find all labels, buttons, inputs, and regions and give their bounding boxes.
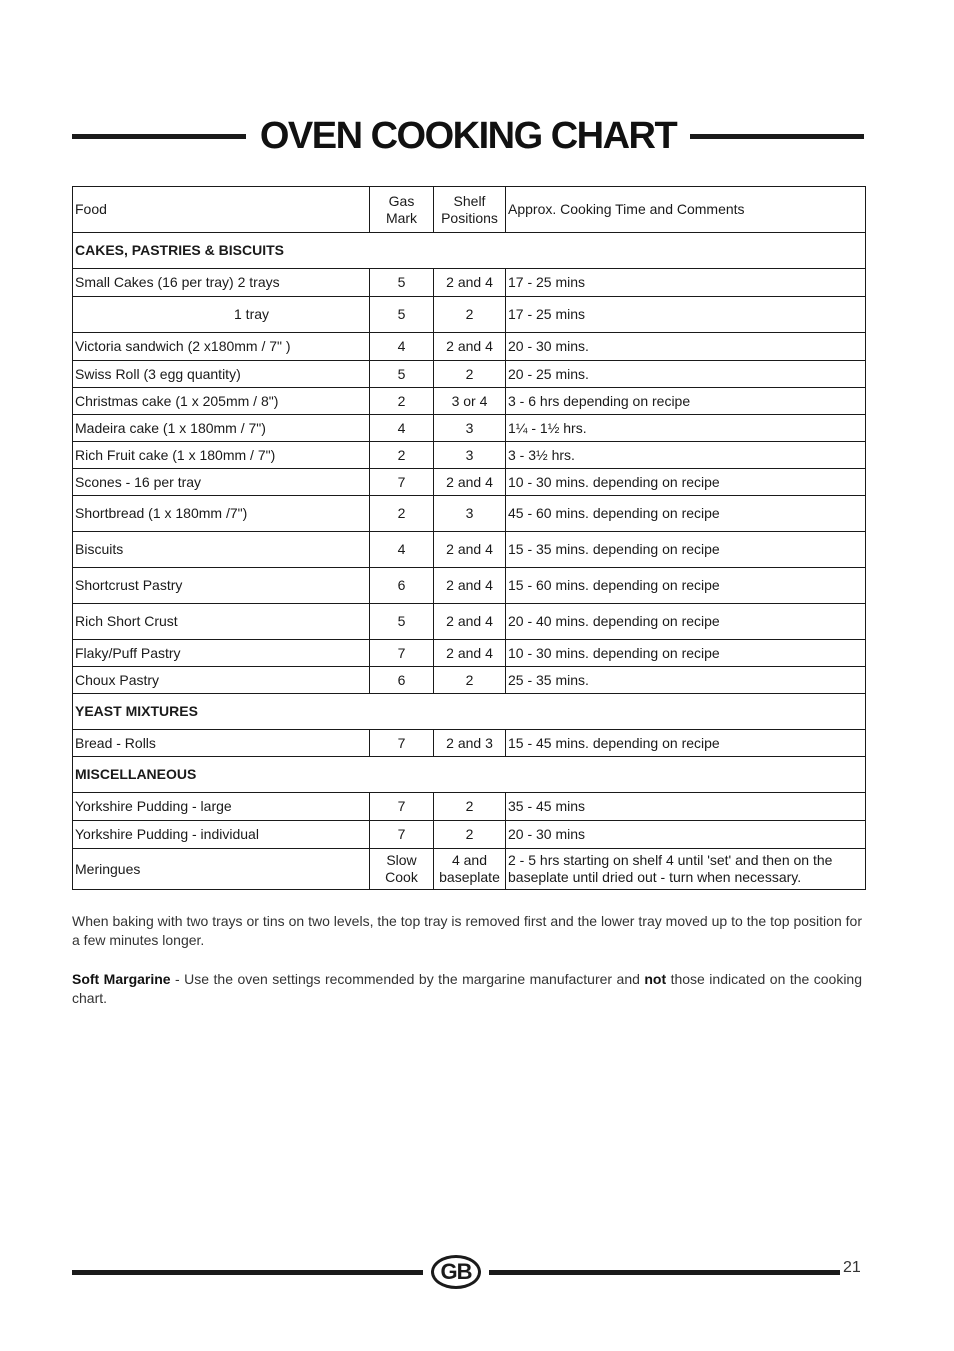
cooking-time-cell: 3 - 3½ hrs. [506,442,866,469]
note-soft-margarine-bold: Soft Margarine [72,971,171,987]
cooking-time-cell: 1¼ - 1½ hrs. [506,415,866,442]
shelf-cell: 2 [434,361,506,388]
table-row [73,793,866,821]
shelf-cell: 2 and 4 [434,269,506,297]
cooking-time-cell: 10 - 30 mins. depending on recipe [506,640,866,667]
note-soft-margarine-not: not [644,971,667,987]
cooking-time-cell: 20 - 40 mins. depending on recipe [506,604,866,640]
gas-mark-cell: 4 [370,333,434,361]
gas-mark-cell: 6 [370,568,434,604]
cooking-time-cell: 17 - 25 mins [506,269,866,297]
shelf-cell: 3 or 4 [434,388,506,415]
table-row [73,821,866,849]
table-row [73,388,866,415]
page-title: OVEN COOKING CHART [259,114,677,157]
section-heading: YEAST MIXTURES [73,694,866,730]
shelf-cell: 2 and 3 [434,730,506,757]
food-cell: Rich Short Crust [73,604,370,640]
table-header-row [73,187,866,233]
shelf-cell: 2 and 4 [434,568,506,604]
gas-mark-cell: 2 [370,388,434,415]
footer-rule-right [489,1270,840,1275]
food-cell: Yorkshire Pudding - individual [73,821,370,849]
cooking-time-cell: 15 - 60 mins. depending on recipe [506,568,866,604]
shelf-cell: 2 and 4 [434,604,506,640]
table-row [73,415,866,442]
cooking-chart-table [72,186,866,890]
shelf-cell: 2 and 4 [434,469,506,496]
gas-mark-cell: 7 [370,640,434,667]
cooking-time-cell: 35 - 45 mins [506,793,866,821]
cooking-time-cell: 15 - 35 mins. depending on recipe [506,532,866,568]
cooking-time-cell: 17 - 25 mins [506,297,866,333]
gas-mark-cell: 7 [370,469,434,496]
food-cell: Flaky/Puff Pastry [73,640,370,667]
table-row [73,730,866,757]
shelf-cell: 2 and 4 [434,640,506,667]
food-cell: Shortbread (1 x 180mm /7") [73,496,370,532]
footer [72,1252,840,1292]
gas-mark-cell: 4 [370,532,434,568]
note-soft-margarine-text1: - Use the oven settings recommended by the margarine manufacturer and [170,971,645,987]
table-row [73,361,866,388]
food-cell: Victoria sandwich (2 x180mm / 7" ) [73,333,370,361]
gas-mark-cell: 4 [370,415,434,442]
cooking-time-cell: 3 - 6 hrs depending on recipe [506,388,866,415]
footer-rule-left [72,1270,423,1275]
table-row [73,496,866,532]
gb-badge: GB [431,1255,481,1289]
table-row [73,297,866,333]
food-cell: Choux Pastry [73,667,370,694]
table-row [73,269,866,297]
cooking-time-cell: 25 - 35 mins. [506,667,866,694]
section-row [73,757,866,793]
food-cell: Madeira cake (1 x 180mm / 7") [73,415,370,442]
cooking-time-cell: 15 - 45 mins. depending on recipe [506,730,866,757]
food-cell: Swiss Roll (3 egg quantity) [73,361,370,388]
section-row [73,694,866,730]
header-gas-mark: Gas Mark [370,187,434,233]
shelf-cell: 2 and 4 [434,532,506,568]
section-row [73,233,866,269]
food-cell: Scones - 16 per tray [73,469,370,496]
shelf-cell: 4 and baseplate [434,849,506,890]
gas-mark-cell: Slow Cook [370,849,434,890]
title-rule-left [72,134,246,139]
header-food: Food [73,187,370,233]
food-cell: Meringues [73,849,370,890]
table-row [73,604,866,640]
table-row [73,568,866,604]
food-cell: 1 tray [73,297,370,333]
food-cell: Rich Fruit cake (1 x 180mm / 7") [73,442,370,469]
shelf-cell: 3 [434,496,506,532]
gas-mark-cell: 2 [370,442,434,469]
section-heading: MISCELLANEOUS [73,757,866,793]
food-cell: Biscuits [73,532,370,568]
table-row [73,849,866,890]
cooking-time-cell: 2 - 5 hrs starting on shelf 4 until 'set' and then on the baseplate until dried out - turn when necessary. [506,849,866,890]
food-cell: Small Cakes (16 per tray) 2 trays [73,269,370,297]
shelf-cell: 2 and 4 [434,333,506,361]
table-row [73,640,866,667]
cooking-chart-body [73,187,866,890]
cooking-time-cell: 20 - 25 mins. [506,361,866,388]
note-soft-margarine [72,970,862,1008]
cooking-time-cell: 10 - 30 mins. depending on recipe [506,469,866,496]
table-row [73,442,866,469]
shelf-cell: 2 [434,297,506,333]
cooking-time-cell: 20 - 30 mins. [506,333,866,361]
gas-mark-cell: 5 [370,604,434,640]
shelf-cell: 3 [434,415,506,442]
cooking-time-cell: 20 - 30 mins [506,821,866,849]
shelf-cell: 2 [434,793,506,821]
table-row [73,469,866,496]
title-rule-right [690,134,864,139]
title-row [72,112,864,160]
section-heading: CAKES, PASTRIES & BISCUITS [73,233,866,269]
gas-mark-cell: 7 [370,821,434,849]
header-shelf-positions: Shelf Positions [434,187,506,233]
food-cell: Christmas cake (1 x 205mm / 8") [73,388,370,415]
cooking-time-cell: 45 - 60 mins. depending on recipe [506,496,866,532]
gas-mark-cell: 6 [370,667,434,694]
gas-mark-cell: 7 [370,730,434,757]
shelf-cell: 3 [434,442,506,469]
table-row [73,532,866,568]
gas-mark-cell: 5 [370,269,434,297]
food-cell: Bread - Rolls [73,730,370,757]
page-number: 21 [843,1259,861,1276]
note-two-trays: When baking with two trays or tins on two levels, the top tray is removed first and the lower tray moved up to the top position for a few minutes longer. [72,913,862,948]
header-cooking-time: Approx. Cooking Time and Comments [506,187,866,233]
table-row [73,667,866,694]
gas-mark-cell: 5 [370,297,434,333]
table-row [73,333,866,361]
shelf-cell: 2 [434,821,506,849]
gas-mark-cell: 2 [370,496,434,532]
food-cell: Yorkshire Pudding - large [73,793,370,821]
food-cell: Shortcrust Pastry [73,568,370,604]
shelf-cell: 2 [434,667,506,694]
gas-mark-cell: 5 [370,361,434,388]
note-soft-margarine-text2: those indicated on the cooking chart. [72,971,863,1006]
gas-mark-cell: 7 [370,793,434,821]
